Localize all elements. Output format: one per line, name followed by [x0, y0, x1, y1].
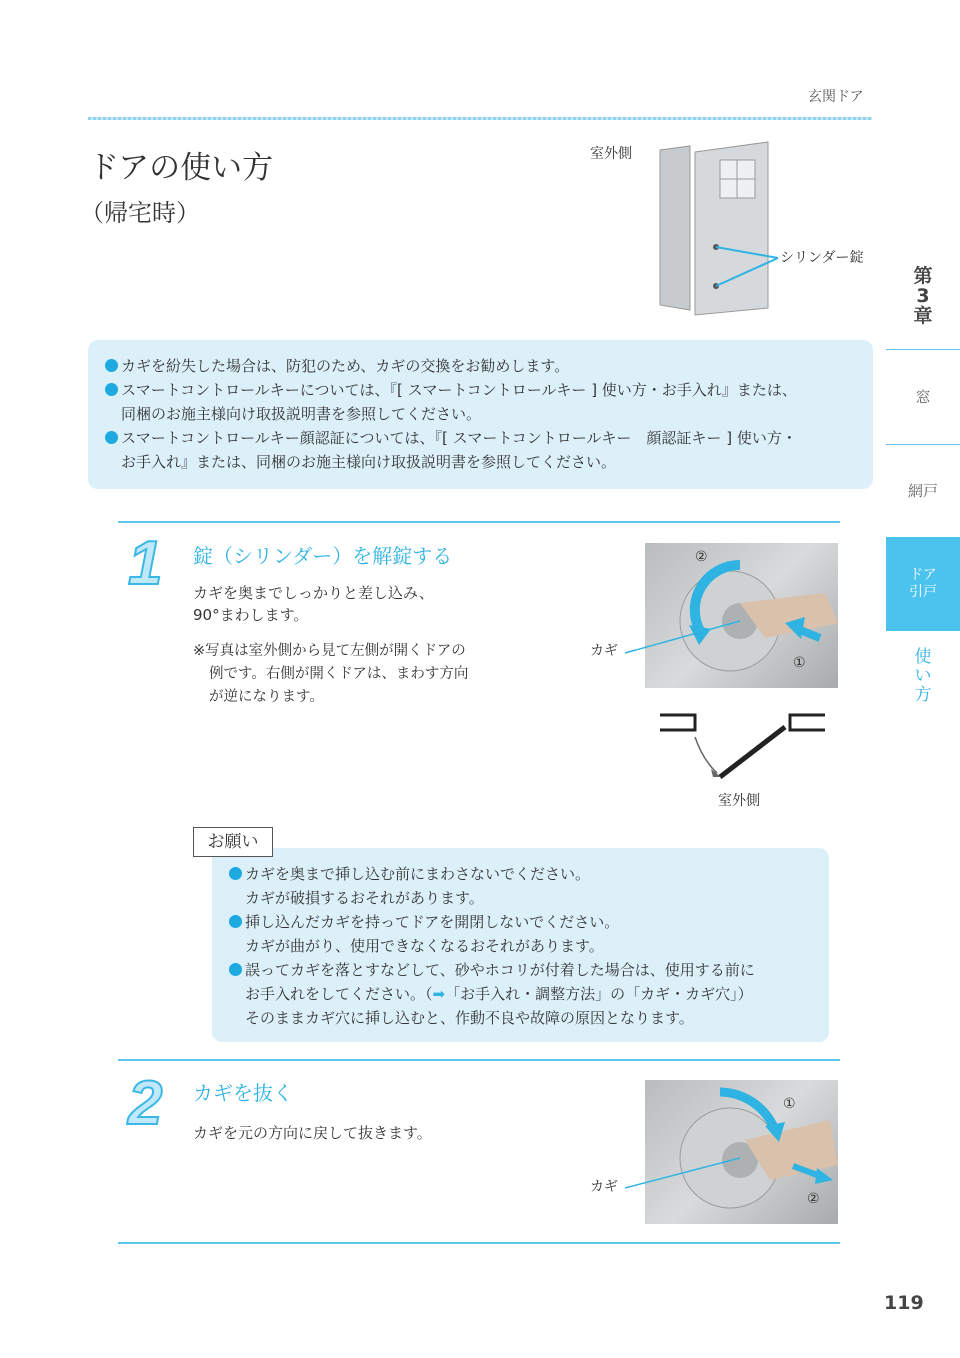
- arrow-right-icon: ➡: [432, 985, 446, 1003]
- bottom-divider: [118, 1242, 840, 1244]
- info-box: [88, 340, 873, 489]
- caution-text: カギを奥まで挿し込む前にまわさないでください。: [245, 865, 591, 883]
- header-divider: [88, 117, 872, 120]
- bullet-icon: [229, 867, 242, 880]
- note-line: ※写真は室外側から見て左側が開くドアの: [193, 643, 466, 659]
- sidebar-item-door[interactable]: [886, 537, 960, 631]
- step-mark: ①: [783, 1096, 796, 1112]
- bullet-icon: [229, 915, 242, 928]
- page-subtitle: （帰宅時）: [80, 199, 200, 227]
- note-line: が逆になります。: [209, 689, 324, 705]
- chapter-label: [886, 266, 960, 326]
- info-item: [105, 378, 873, 402]
- reference-link[interactable]: 「お手入れ・調整方法」の「カギ・カギ穴」）: [445, 985, 753, 1003]
- info-text: カギを紛失した場合は、防犯のため、カギの交換をお勧めします。: [121, 357, 570, 375]
- step1-text-line: カギを奥までしっかりと差し込み、: [193, 584, 434, 602]
- caution-box: [212, 848, 829, 1042]
- step1-heading: 錠（シリンダー）を解錠する: [193, 544, 453, 568]
- note-line: 例です。右側が開くドアは、まわす方向: [209, 666, 469, 682]
- caution-text: カギが破損するおそれがあります。: [245, 889, 484, 907]
- cylinder-label: シリンダー錠: [780, 250, 864, 266]
- header-section: 玄関ドア: [808, 89, 864, 105]
- sidebar-item-screen[interactable]: 網戸: [907, 482, 938, 500]
- caution-text: 誤ってカギを落とすなどして、砂やホコリが付着した場合は、使用する前に: [245, 961, 755, 979]
- caution-text: カギが曲がり、使用できなくなるおそれがあります。: [245, 937, 604, 955]
- chapter-char: 第: [913, 265, 933, 287]
- diagram-outside-label: 室外側: [718, 793, 760, 809]
- caution-item: [229, 958, 829, 982]
- bullet-icon: [229, 963, 242, 976]
- sidebar-item-usage[interactable]: [886, 648, 960, 705]
- step2-divider: [118, 1059, 840, 1061]
- page-title: ドアの使い方: [88, 150, 274, 186]
- step1-divider: [118, 521, 840, 523]
- tab-label: い: [914, 666, 932, 686]
- step2-number: 2: [128, 1069, 163, 1138]
- step2-heading: カギを抜く: [193, 1081, 293, 1105]
- step1-note: [193, 640, 468, 709]
- step1-text-line: 90°まわします。: [193, 606, 309, 624]
- page-number: 119: [884, 1292, 924, 1314]
- step-mark: ①: [793, 655, 806, 671]
- caution-text: お手入れをしてください。（: [245, 985, 433, 1003]
- key-pointer-line: [600, 1150, 745, 1195]
- step2-key-label: カギ: [590, 1179, 618, 1195]
- caution-item: [229, 862, 829, 886]
- caution-label: お願い: [193, 827, 273, 857]
- info-text: スマートコントロールキー顔認証については、『[ スマートコントロールキー 顔認証キー ] 使い方・: [121, 429, 797, 447]
- chapter-char: 章: [913, 305, 933, 327]
- step-mark: ②: [695, 549, 708, 565]
- chapter-number: 3: [916, 285, 930, 307]
- key-pointer-line: [600, 615, 745, 660]
- sidebar-divider: [886, 349, 960, 350]
- info-item: [105, 354, 873, 378]
- tab-label: ドア: [909, 567, 937, 583]
- info-text: お手入れ』または、同梱のお施主様向け取扱説明書を参照してください。: [121, 453, 617, 471]
- caution-text: [229, 982, 829, 1006]
- sidebar-divider: [886, 444, 960, 445]
- step1-text: [193, 582, 434, 626]
- step1-key-label: カギ: [590, 643, 618, 659]
- step-mark: ②: [807, 1191, 820, 1207]
- tab-label: 引戸: [909, 584, 937, 600]
- caution-text: 挿し込んだカギを持ってドアを開閉しないでください。: [245, 913, 620, 931]
- tab-label: 使: [914, 647, 932, 667]
- info-text: スマートコントロールキーについては、『[ スマートコントロールキー ] 使い方・お手入れ』または、: [121, 381, 797, 399]
- bullet-icon: [105, 383, 118, 396]
- bullet-icon: [105, 359, 118, 372]
- sidebar-item-window[interactable]: 窓: [915, 388, 931, 406]
- caution-text: そのままカギ穴に挿し込むと、作動不良や故障の原因となります。: [245, 1009, 694, 1027]
- step2-text: カギを元の方向に戻して抜きます。: [193, 1124, 432, 1142]
- caution-item: [229, 910, 829, 934]
- tab-label: 方: [914, 685, 932, 705]
- door-outside-label: 室外側: [590, 146, 632, 162]
- info-text: 同梱のお施主様向け取扱説明書を参照してください。: [121, 405, 482, 423]
- step1-number: 1: [128, 529, 163, 598]
- door-illustration: [650, 140, 880, 320]
- info-item: [105, 426, 873, 450]
- bullet-icon: [105, 431, 118, 444]
- door-swing-diagram: [655, 705, 830, 790]
